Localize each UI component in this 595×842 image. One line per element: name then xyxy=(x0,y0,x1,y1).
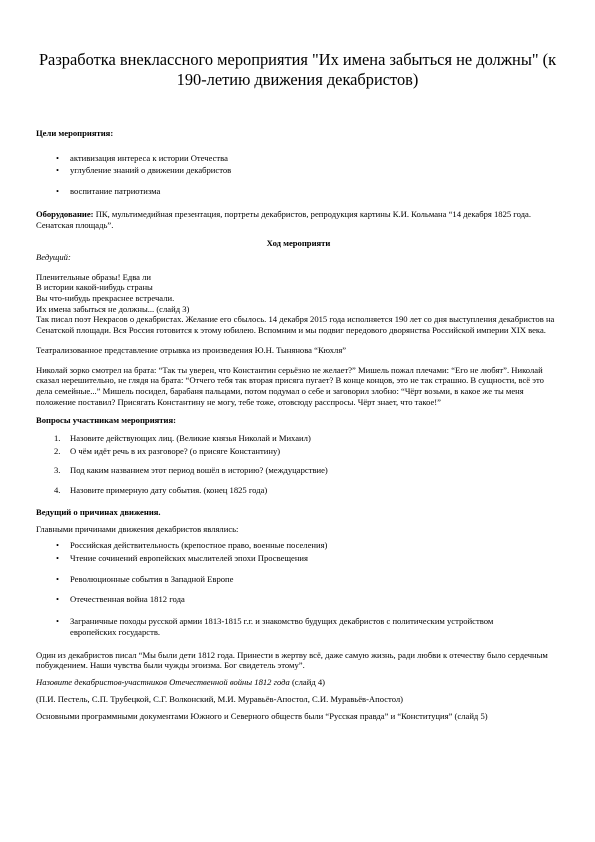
paragraph-nekrasov: Так писал поэт Некрасов о декабристах. Желание его сбылось. 14 декабря 2015 года исполняется 190 лет со дня выступления декабристов на Сенатской площади. Вся Россия готовится к этому юбилею. Вспомним и мы подвиг передового дворянства Российской империи XIX века. xyxy=(36,314,555,336)
poem-line: Их имена забыться не должны... (слайд 3) xyxy=(36,303,190,314)
task-line xyxy=(36,677,561,688)
goals-heading: Цели мероприятия: xyxy=(36,128,114,138)
list-item: • активизация интереса к истории Отечества xyxy=(36,153,561,164)
list-item: • Отечественная война 1812 года xyxy=(36,594,561,605)
equipment-paragraph xyxy=(36,209,561,230)
paragraph-children: Один из декабристов писал “Мы были дети 1812 года. Принести в жертву всё, даже самую жизнь, ради любви к отечеству было сердечным побуждением. Наши чувства были чужды эгоизма. Бог свидетель этому”. xyxy=(36,649,548,671)
list-item: • Российская действительность (крепостное право, военные поселения) xyxy=(36,540,561,551)
equipment-label: Оборудование: xyxy=(36,208,94,219)
poem-line: Вы что-нибудь прекраснее встречали. xyxy=(36,293,175,304)
task-slide: (слайд 4) xyxy=(289,676,326,687)
document-body xyxy=(36,128,561,722)
paragraph-nikolay: Николай зорко смотрел на брата: “Так ты уверен, что Константин серьёзно не желает?” Мишель пожал плечами: “Его не любят”. Николай сказал нерешительно, не глядя на брата: “Отчего тебя так вторая присяга пугает? В конце концов, это не так страшно. В сущности, всё это дела семейные...” Мишель посидел, барабаня пальцами, потом подумал о себе и заговорил злобно: “Чёрт возьми, в какое же ты меня положение поставил? Присягать Константину не могу, тебе тоже, отовсюду расспросы. Чёрт знает, что такое!” xyxy=(36,364,544,407)
course-heading: Ход мероприяти xyxy=(266,238,331,249)
page-title: Разработка внеклассного мероприятия "Их имена забыться не должны" (к 190-летию движения декабристов) xyxy=(38,50,557,89)
poem xyxy=(36,272,561,315)
poem-line: Пленительные образы! Едва ли xyxy=(36,271,151,282)
question-text: Назовите примерную дату события. (конец 1825 года) xyxy=(70,485,268,496)
paragraph-programs: Основными программными документами Южного и Северного обществ были “Русская правда” и “Конституция” (слайд 5) xyxy=(36,711,488,722)
questions-heading: Вопросы участникам мероприятия: xyxy=(36,415,176,426)
question-number: 3. xyxy=(54,465,61,476)
list-item xyxy=(36,465,561,476)
equipment-text: ПК, мультимедийная презентация, портреты декабристов, репродукция картины К.И. Кольмана “14 декабря 1825 года. Сенатская площадь”. xyxy=(36,208,531,230)
list-item: • Заграничные походы русской армии 1813-1815 г.г. и знакомство будущих декабристов с политическим устройством европейских государств. xyxy=(36,616,561,637)
causes-intro: Главными причинами движения декабристов являлись: xyxy=(36,523,239,534)
participants-line: (П.И. Пестель, С.П. Трубецкой, С.Г. Волконский, М.И. Муравьёв-Апостол, С.И. Муравьёв-Апостол) xyxy=(36,693,404,704)
list-item: • воспитание патриотизма xyxy=(36,186,561,197)
task-text: Назовите декабристов-участников Отечественной войны 1812 года xyxy=(36,676,290,687)
list-item: • углубление знаний о движении декабристов xyxy=(36,165,561,176)
question-text: Под каким названием этот период вошёл в историю? (междуцарствие) xyxy=(70,465,328,476)
list-item: • Чтение сочинений европейских мыслителей эпохи Просвещения xyxy=(36,553,561,564)
list-item xyxy=(36,433,561,444)
poem-line: В истории какой-нибудь страны xyxy=(36,282,153,293)
causes-heading: Ведущий о причинах движения. xyxy=(36,506,161,517)
theatre-line: Театрализованное представление отрывка из произведения Ю.Н. Тынянова “Кюхля” xyxy=(36,344,347,355)
question-number: 1. xyxy=(54,433,61,444)
list-item: • Революционные события в Западной Европе xyxy=(36,574,561,585)
question-text: О чём идёт речь в их разговоре? (о присяге Константину) xyxy=(70,445,281,456)
list-item xyxy=(36,485,561,496)
questions-list xyxy=(36,433,561,496)
question-number: 2. xyxy=(54,445,61,456)
list-item xyxy=(36,446,561,457)
causes-list xyxy=(36,540,561,637)
host-label: Ведущий: xyxy=(36,251,71,262)
goals-list xyxy=(36,153,561,197)
question-number: 4. xyxy=(54,485,61,496)
question-text: Назовите действующих лиц. (Великие князья Николай и Михаил) xyxy=(70,433,311,444)
